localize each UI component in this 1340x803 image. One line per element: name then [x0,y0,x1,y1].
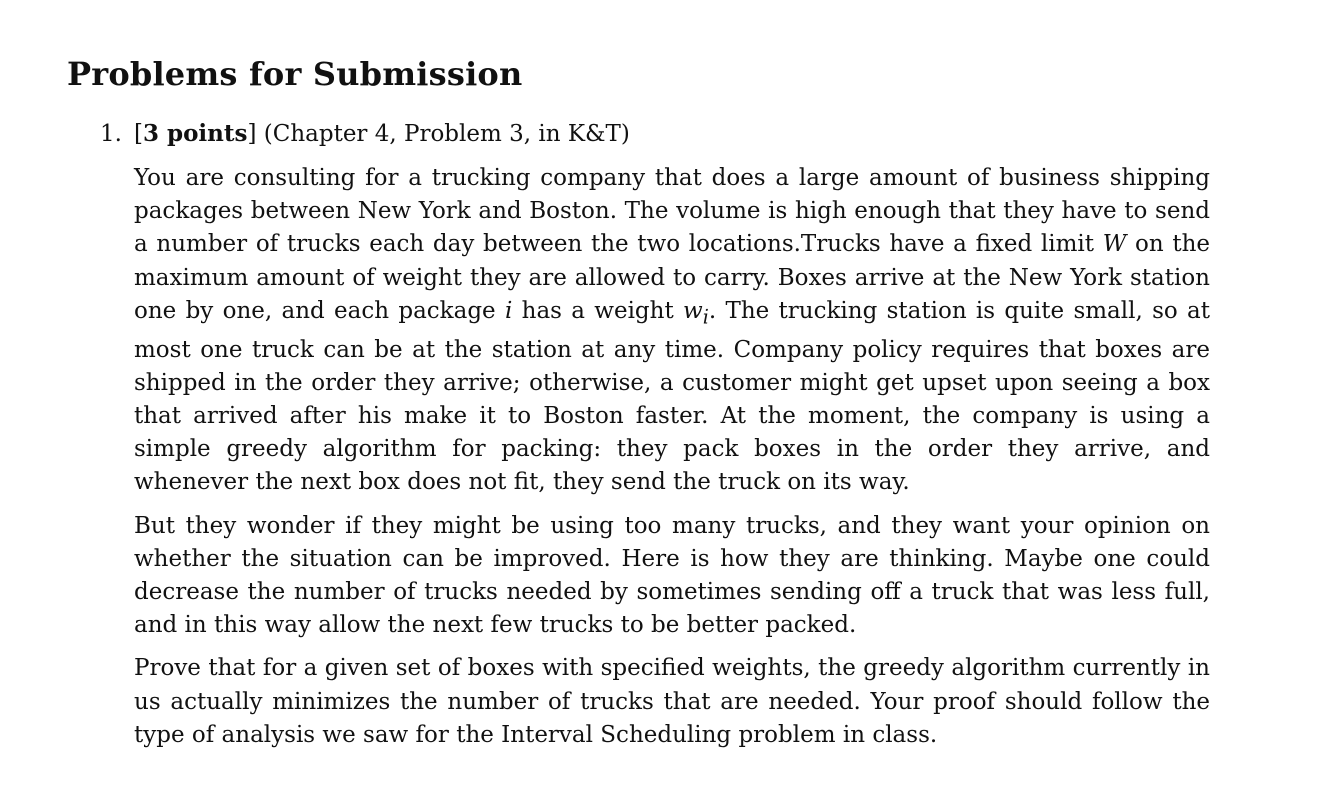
math-var-w: w [683,297,703,324]
math-var-w-subscript: i [702,305,709,329]
problem-number: 1. [100,121,122,147]
paragraph-1-text-a: You are consulting for a trucking company that does a large amount of business shipping packages between New York and Boston. The volume is high enough that they have to send a number of trucks each day between the two locations.Trucks have a fixed limit [134,165,1210,258]
math-var-i: i [504,297,513,324]
points-bracket-open: [ [134,121,143,147]
paragraph-1-text-d: . The trucking station is quite small, so at most one truck can be at the station at any time. Company policy requires that boxes are shipped in the order they arrive; otherwise, a customer might get upset upon seeing a box that arrived after his make it to Boston faster. At the moment, the company is using a simple greedy algorithm for packing: they pack boxes in the order they arrive, and whenever the next box does not fit, they send the truck on its way. [134,297,1211,496]
problem-points: 3 points [142,120,248,147]
problem-paragraph-1 [134,162,1210,500]
points-bracket-close: ] [247,121,257,147]
math-var-W: W [1102,231,1127,258]
problem-paragraph-3: Prove that for a given set of boxes with specified weights, the greedy algorithm currently in us actually minimizes the number of trucks that are needed. Your proof should follow the type of analysis we saw for the Interval Scheduling problem in class. [134,655,1210,748]
problem-paragraph-2: But they wonder if they might be using too many trucks, and they want your opinion on whether the situation can be improved. Here is how they are thinking. Maybe one could decrease the number of trucks needed by sometimes sending off a truck that was less full, and in this way allow the next few trucks to be better packed. [134,512,1210,639]
paragraph-1-text-c: has a weight [512,297,684,324]
problem-body [134,162,1210,752]
section-title: Problems for Submission [67,55,523,93]
paragraph-1-text-b: on the maximum amount of weight they are allowed to carry. Boxes arrive at the New York station one by one, and each package [134,231,1211,324]
problem-source: (Chapter 4, Problem 3, in K&T) [263,121,630,147]
problem-1 [100,118,1280,752]
problem-header [100,118,1280,150]
